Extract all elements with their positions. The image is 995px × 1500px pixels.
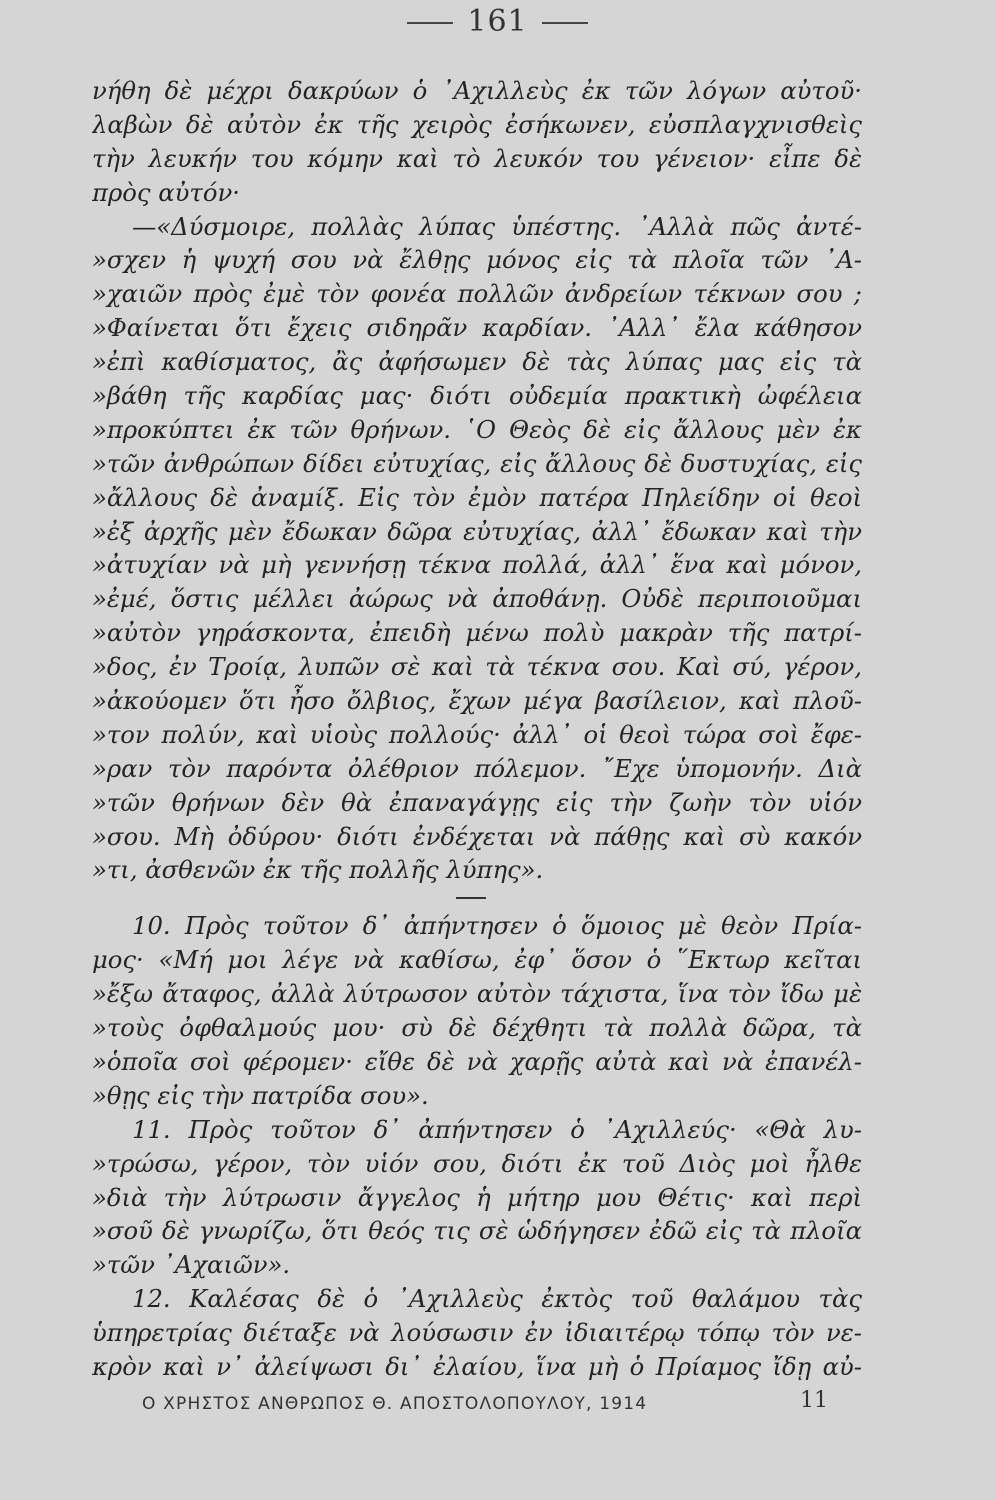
text-line: »διὰ τὴν λύτρωσιν ἄγγελος ἡ μήτηρ μου Θέτις· καὶ περὶ xyxy=(92,1182,862,1212)
text-line: »τι, ἀσθενῶν ἐκ τῆς πολλῆς λύπης». xyxy=(92,855,544,885)
section-separator xyxy=(456,897,486,899)
text-line: »σοῦ δὲ γνωρίζω, ὅτι θεός τις σὲ ὡδήγησεν ἐδῶ εἰς τὰ πλοῖα xyxy=(92,1216,862,1246)
text-line: »σχεν ἡ ψυχή σου νὰ ἔλθῃς μόνος εἰς τὰ πλοῖα τῶν ᾽Α- xyxy=(92,245,862,275)
text-line: »προκύπτει ἐκ τῶν θρήνων. ῾Ο Θεὸς δὲ εἰς ἄλλους μὲν ἐκ xyxy=(92,414,862,444)
text-line: »ὁποῖα σοὶ φέρομεν· εἴθε δὲ νὰ χαρῇς αὐτὰ καὶ νὰ ἐπανέλ- xyxy=(92,1046,862,1076)
body-text xyxy=(92,74,862,1384)
signature-mark: 11 xyxy=(800,1388,828,1413)
text-line: 10. Πρὸς τοῦτον δ᾽ ἀπήντησεν ὁ ὅμοιος μὲ θεὸν Πρία- xyxy=(132,911,862,941)
text-line: 11. Πρὸς τοῦτον δ᾽ ἀπήντησεν ὁ ᾽Αχιλλεύς· «Θὰ λυ- xyxy=(132,1114,862,1144)
text-line: »ἄλλους δὲ ἀναμίξ. Εἰς τὸν ἐμὸν πατέρα Πηλείδην οἱ θεοὶ xyxy=(92,482,862,512)
printer-footer: Ο ΧΡΗΣΤΟΣ ΑΝΘΡΩΠΟΣ Θ. ΑΠΟΣΤΟΛΟΠΟΥΛΟΥ, 1914 xyxy=(142,1394,648,1414)
text-line: »δος, ἐν Τροίᾳ, λυπῶν σὲ καὶ τὰ τέκνα σου. Καὶ σύ, γέρον, xyxy=(92,652,862,682)
text-line: »τον πολύν, καὶ υἱοὺς πολλούς· ἀλλ᾽ οἱ θεοὶ τώρα σοὶ ἔφε- xyxy=(92,719,862,749)
text-line: »τῶν θρήνων δὲν θὰ ἐπαναγάγῃς εἰς τὴν ζωὴν τὸν υἱόν xyxy=(92,787,862,817)
text-line: »βάθη τῆς καρδίας μας· διότι οὐδεμία πρακτικὴ ὠφέλεια xyxy=(92,381,862,411)
text-block-1 xyxy=(92,74,862,887)
page-number: 161 xyxy=(467,4,528,39)
text-line: —«Δύσμοιρε, πολλὰς λύπας ὑπέστης. ᾽Αλλὰ πῶς ἀντέ- xyxy=(132,211,862,241)
text-line: »χαιῶν πρὸς ἐμὲ τὸν φονέα πολλῶν ἀνδρείων τέκνων σου ; xyxy=(92,279,862,309)
text-line: »ἐμέ, ὅστις μέλλει ἀώρως νὰ ἀποθάνῃ. Οὐδὲ περιποιοῦμαι xyxy=(92,584,862,614)
text-line: ὑπηρετρίας διέταξε νὰ λούσωσιν ἐν ἰδιαιτέρῳ τόπῳ τὸν νε- xyxy=(92,1318,862,1348)
text-line: »τρώσω, γέρον, τὸν υἱόν σου, διότι ἐκ τοῦ Διὸς μοὶ ἦλθε xyxy=(92,1148,862,1178)
text-line: »ἐπὶ καθίσματος, ἂς ἀφήσωμεν δὲ τὰς λύπας μας εἰς τὰ xyxy=(92,347,862,377)
text-line: »ἀτυχίαν νὰ μὴ γεννήσῃ τέκνα πολλά, ἀλλ᾽ ἕνα καὶ μόνον, xyxy=(92,550,862,580)
text-line: »ἐξ ἀρχῆς μὲν ἔδωκαν δῶρα εὐτυχίας, ἀλλ᾽ ἔδωκαν καὶ τὴν xyxy=(92,516,862,546)
text-line: πρὸς αὐτόν· xyxy=(92,177,240,207)
header-dash-left xyxy=(407,22,453,24)
text-line: λαβὼν δὲ αὐτὸν ἐκ τῆς χειρὸς ἐσήκωνεν, εὐσπλαγχνισθεὶς xyxy=(92,109,862,139)
text-line: μος· «Μή μοι λέγε νὰ καθίσω, ἐφ᾽ ὅσον ὁ ῞Εκτωρ κεῖται xyxy=(92,945,862,975)
text-block-2 xyxy=(92,909,862,1383)
text-line: »Φαίνεται ὅτι ἔχεις σιδηρᾶν καρδίαν. ᾽Αλλ᾽ ἔλα κάθησον xyxy=(92,313,862,343)
text-line: »ἔξω ἄταφος, ἀλλὰ λύτρωσον αὐτὸν τάχιστα, ἵνα τὸν ἴδω μὲ xyxy=(92,979,862,1009)
text-line: »σου. Μὴ ὀδύρου· διότι ἐνδέχεται νὰ πάθῃς καὶ σὺ κακόν xyxy=(92,821,862,851)
text-line: νήθη δὲ μέχρι δακρύων ὁ ᾽Αχιλλεὺς ἐκ τῶν λόγων αὐτοῦ· xyxy=(92,76,862,105)
text-line: »τῶν ἀνθρώπων δίδει εὐτυχίας, εἰς ἄλλους δὲ δυστυχίας, εἰς xyxy=(92,448,862,478)
text-line: 12. Καλέσας δὲ ὁ ᾽Αχιλλεὺς ἐκτὸς τοῦ θαλάμου τὰς xyxy=(132,1284,862,1314)
page-header xyxy=(0,4,995,39)
header-dash-right xyxy=(542,22,588,24)
text-line: κρὸν καὶ ν᾽ ἀλείψωσι δι᾽ ἐλαίου, ἵνα μὴ ὁ Πρίαμος ἴδῃ αὐ- xyxy=(92,1351,862,1381)
text-line: »τοὺς ὀφθαλμούς μου· σὺ δὲ δέχθητι τὰ πολλὰ δῶρα, τὰ xyxy=(92,1013,862,1043)
text-line: »ἀκούομεν ὅτι ἦσο ὄλβιος, ἔχων μέγα βασίλειον, καὶ πλοῦ- xyxy=(92,686,862,716)
text-line: »ραν τὸν παρόντα ὀλέθριον πόλεμον. ῎Εχε ὑπομονήν. Διὰ xyxy=(92,753,862,783)
text-line: »αὐτὸν γηράσκοντα, ἐπειδὴ μένω πολὺ μακρὰν τῆς πατρί- xyxy=(92,618,862,648)
text-line: τὴν λευκήν του κόμην καὶ τὸ λευκόν του γένειον· εἶπε δὲ xyxy=(92,143,862,173)
text-line: »θῃς εἰς τὴν πατρίδα σου». xyxy=(92,1080,429,1110)
text-line: »τῶν ᾽Αχαιῶν». xyxy=(92,1250,291,1280)
